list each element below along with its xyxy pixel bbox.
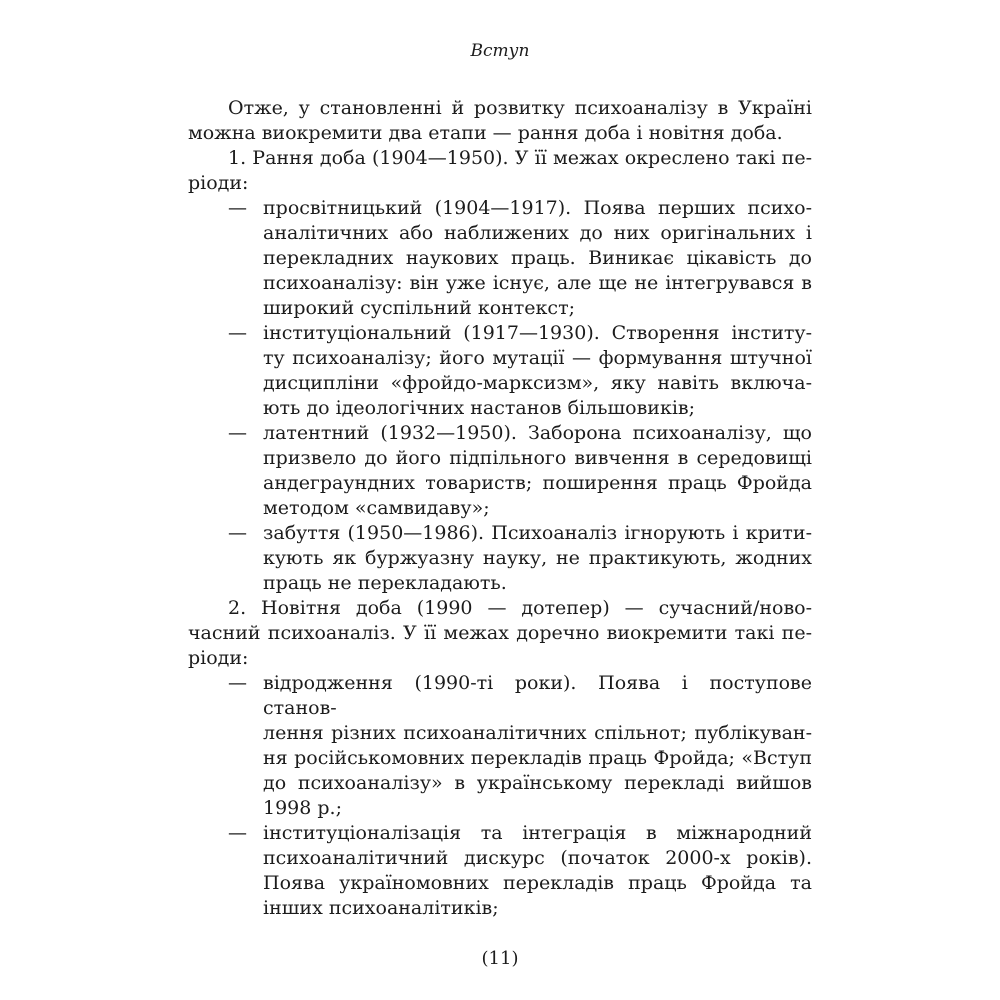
text-line: забуття (1950—1986). Психоаналіз ігнорують і крити- <box>263 522 812 544</box>
text-line: психоаналітичний дискурс (початок 2000-х років). <box>263 847 812 869</box>
paragraph <box>188 146 812 196</box>
text-line: просвітницький (1904—1917). Поява перших психо- <box>263 197 812 219</box>
dash-marker: — <box>228 322 247 344</box>
text-line: аналітичних або наближених до них оригінальних і <box>263 222 812 244</box>
text-line: Отже, у становленні й розвитку психоаналізу в Україні <box>228 97 812 119</box>
text-line: Поява україномовних перекладів праць Фройда та <box>263 872 812 894</box>
text-line: інших психоаналітиків; <box>263 897 499 919</box>
page-number: (11) <box>481 948 519 969</box>
dash-marker: — <box>228 522 247 544</box>
text-line: 2. Новітня доба (1990 — дотепер) — сучасний/ново- <box>228 597 812 619</box>
text-line: перекладних наукових праць. Виникає цікавість до <box>263 247 812 269</box>
text-line: широкий суспільний контекст; <box>263 297 575 319</box>
text-line: часний психоаналіз. У її межах доречно виокремити такі пе- <box>188 622 812 644</box>
dash-marker: — <box>228 672 247 694</box>
text-line: методом «самвидаву»; <box>263 497 490 519</box>
text-line: 1998 р.; <box>263 797 342 819</box>
text-line: дисципліни «фройдо-марксизм», яку навіть включа- <box>263 372 812 394</box>
text-line: андеграундних товариств; поширення праць Фройда <box>263 472 812 494</box>
text-line: праць не перекладають. <box>263 572 507 594</box>
dash-item <box>188 521 812 596</box>
text-line: 1. Рання доба (1904—1950). У її межах окреслено такі пе- <box>228 147 812 169</box>
text-line: ють до ідеологічних настанов більшовиків; <box>263 397 696 419</box>
text-line: до психоаналізу» в українському перекладі вийшов <box>263 772 812 794</box>
text-line: інституціоналізація та інтеграція в міжнародний <box>263 822 812 844</box>
paragraph <box>188 96 812 146</box>
text-line: відродження (1990-ті роки). Поява і поступове станов- <box>263 672 812 719</box>
text-line: ріоди: <box>188 647 249 669</box>
dash-item <box>188 196 812 321</box>
running-header: Вступ <box>470 41 530 61</box>
text-line: ту психоаналізу; його мутації — формування штучної <box>263 347 812 369</box>
dash-marker: — <box>228 197 247 219</box>
text-line: інституціональний (1917—1930). Створення інститу- <box>263 322 812 344</box>
text-line: ріоди: <box>188 172 249 194</box>
dash-item <box>188 321 812 421</box>
dash-item <box>188 671 812 821</box>
text-line: латентний (1932—1950). Заборона психоаналізу, що <box>263 422 812 444</box>
paragraph <box>188 596 812 671</box>
dash-marker: — <box>228 822 247 844</box>
dash-item <box>188 821 812 921</box>
text-line: призвело до його підпільного вивчення в середовищі <box>263 447 812 469</box>
text-block <box>188 96 812 921</box>
dash-marker: — <box>228 422 247 444</box>
text-line: психоаналізу: він уже існує, але ще не інтегрувався в <box>263 272 812 294</box>
text-line: можна виокремити два етапи — рання доба і новітня доба. <box>188 122 783 144</box>
dash-item <box>188 421 812 521</box>
text-line: кують як буржуазну науку, не практикують, жодних <box>263 547 812 569</box>
text-line: лення різних психоаналітичних спільнот; публікуван- <box>263 722 812 744</box>
text-line: ня російськомовних перекладів праць Фройда; «Вступ <box>263 747 812 769</box>
